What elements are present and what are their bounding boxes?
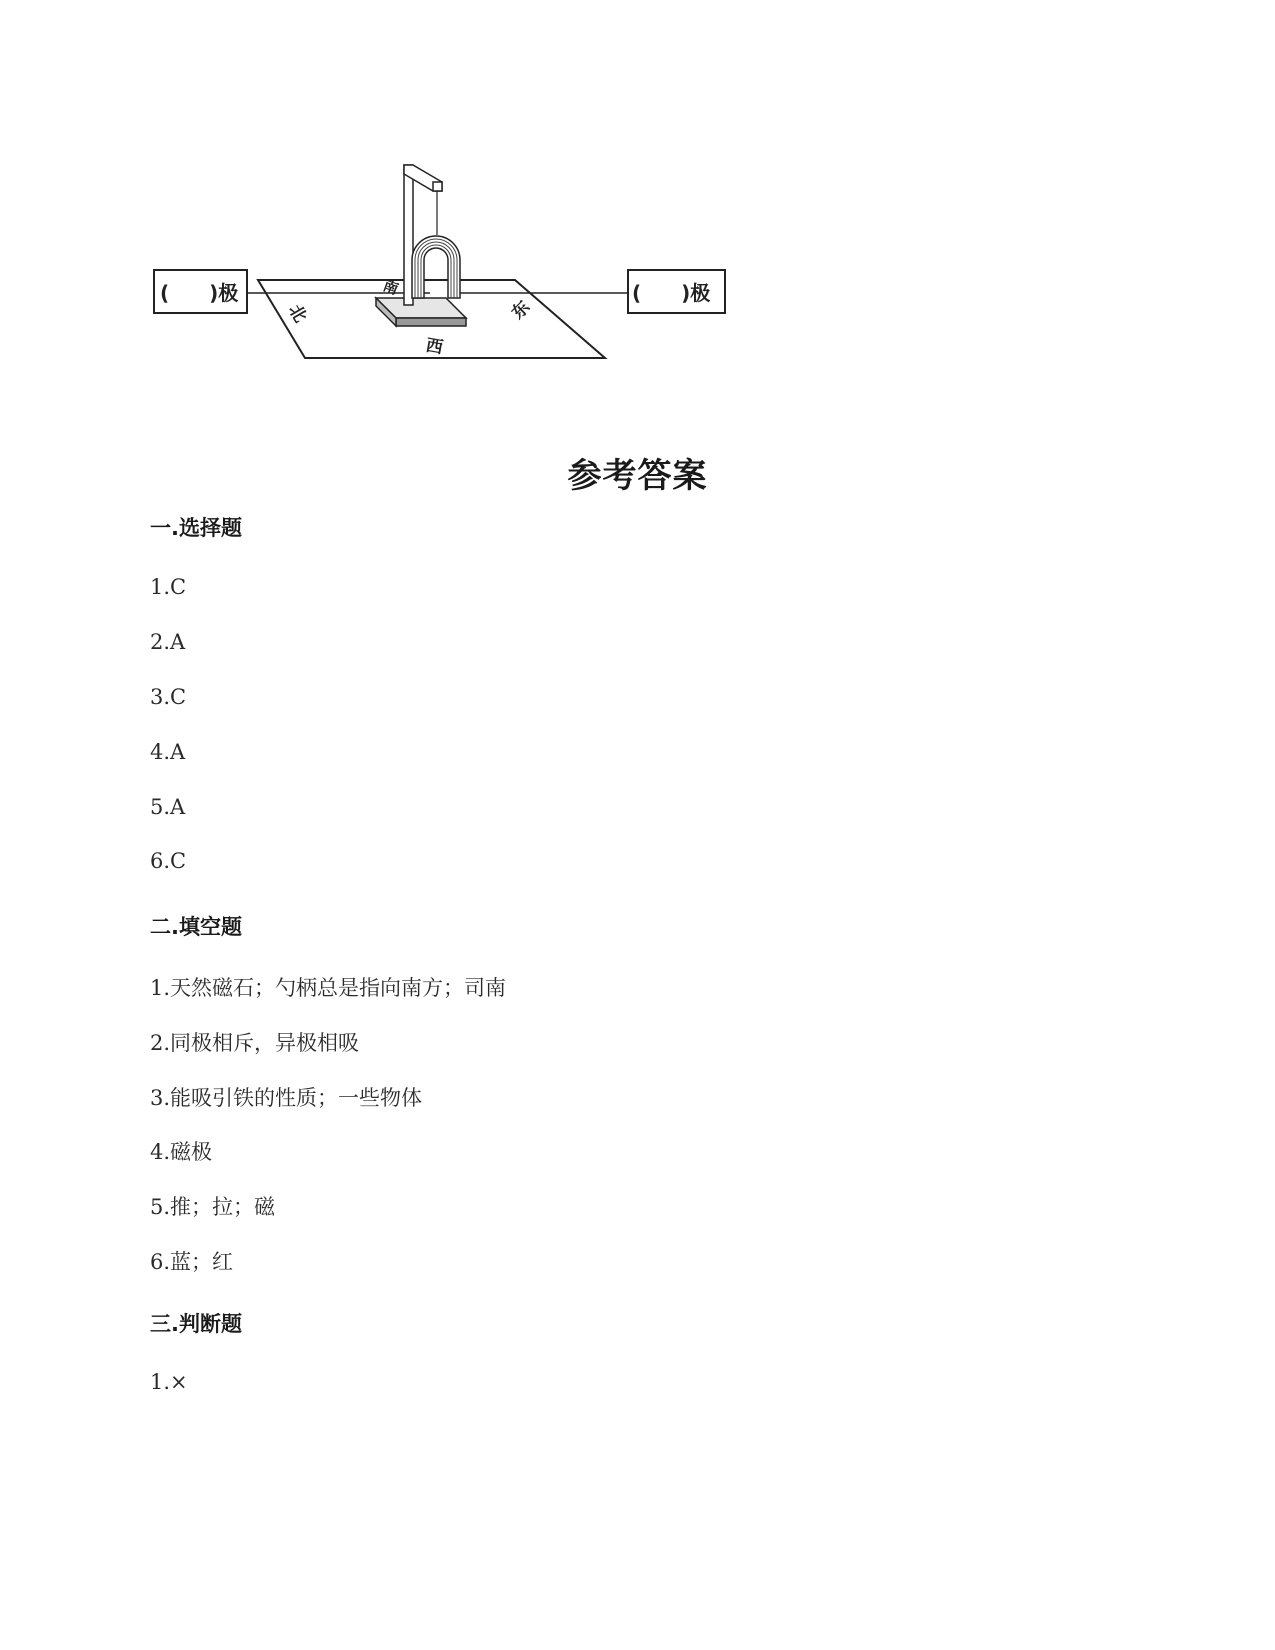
answer-item: 6.C: [150, 849, 187, 873]
answer-item: 5.推；拉；磁: [150, 1195, 276, 1219]
section-heading-true-false: 三.判断题: [150, 1312, 242, 1336]
magnet-diagram: [150, 160, 770, 380]
direction-west-label: 西: [424, 335, 445, 359]
answer-item: 5.A: [150, 795, 186, 819]
direction-south-label: 南: [380, 276, 401, 299]
answer-item: 4.A: [150, 740, 186, 764]
answer-item: 1.×: [150, 1370, 188, 1394]
answer-item: 6.蓝；红: [150, 1250, 234, 1274]
stand-arm-end: [433, 182, 442, 191]
direction-east-label: 东: [507, 297, 535, 324]
answer-item: 4.磁极: [150, 1140, 213, 1164]
stand-base-side: [396, 318, 466, 326]
answer-item: 3.C: [150, 685, 187, 709]
answer-item: 1.天然磁石；勺柄总是指向南方；司南: [150, 976, 507, 1000]
answer-item: 3.能吸引铁的性质；一些物体: [150, 1086, 423, 1110]
direction-north-label: 北: [284, 301, 311, 327]
section-heading-choice: 一.选择题: [150, 516, 242, 540]
answer-item: 1.C: [150, 575, 187, 599]
right-pole-label: ( )极: [632, 281, 711, 305]
magnet-diagram-svg: [150, 160, 770, 380]
left-pole-label: ( )极: [160, 281, 239, 305]
answer-item: 2.同极相斥，异极相吸: [150, 1031, 360, 1055]
section-heading-fill-blank: 二.填空题: [150, 915, 242, 939]
answer-item: 2.A: [150, 630, 186, 654]
page-title: 参考答案: [567, 456, 708, 496]
